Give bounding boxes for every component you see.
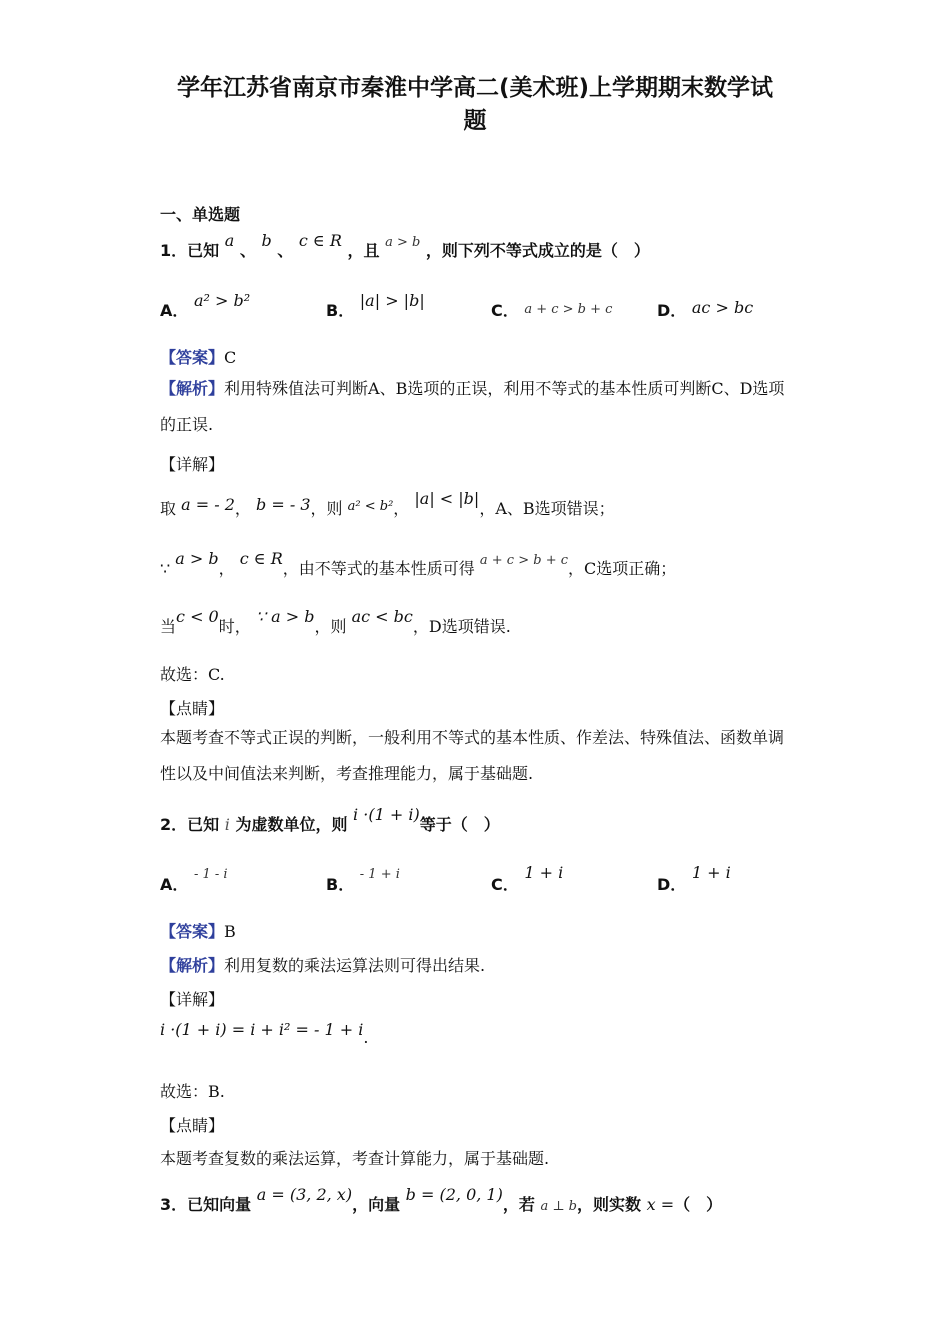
q2-detail bbox=[160, 1020, 369, 1047]
q2-option-a-value: - 1 - i bbox=[193, 867, 228, 882]
q2-detail-tag: 【详解】 bbox=[160, 990, 225, 1009]
q1-comment-tag: 【点睛】 bbox=[160, 699, 225, 718]
q1-d3-math-2: ∵ a > b bbox=[255, 607, 315, 626]
q2-text-1: 已知 bbox=[187, 815, 220, 834]
q1-d2-text-d: ，C选项正确； bbox=[568, 559, 677, 578]
q2-detail-period: . bbox=[363, 1028, 369, 1047]
q3-text-2: ，向量 bbox=[352, 1195, 401, 1214]
q1-detail-line-2 bbox=[160, 549, 677, 579]
title-line-1: 学年江苏省南京市秦淮中学高二(美术班)上学期期末数学试 bbox=[176, 75, 774, 101]
q1-option-d-label: D． bbox=[657, 301, 687, 320]
question-2-stem bbox=[160, 805, 500, 835]
q1-d1-text-b: ， bbox=[234, 499, 251, 518]
title-line-2: 题 bbox=[463, 108, 487, 134]
q1-text-1: 已知 bbox=[187, 241, 220, 260]
q1-answer-tag: 【答案】 bbox=[160, 348, 225, 367]
q2-var-i: i bbox=[224, 815, 230, 834]
q1-option-b-value: |a| > |b| bbox=[359, 291, 425, 310]
document-title bbox=[140, 72, 810, 138]
q3-text-5: （ ） bbox=[674, 1195, 723, 1214]
q1-d1-text-d: ， bbox=[393, 499, 410, 518]
q2-option-b-value: - 1 + i bbox=[359, 867, 400, 882]
q1-d1-text-c: ，则 bbox=[310, 499, 343, 518]
q1-analysis bbox=[160, 371, 792, 443]
q2-text-3: 等于（ ） bbox=[419, 815, 500, 834]
q2-number: 2． bbox=[160, 815, 188, 834]
q3-var-x: x = bbox=[646, 1195, 675, 1214]
q3-text-1: 已知向量 bbox=[187, 1195, 252, 1214]
q2-option-c bbox=[491, 863, 564, 895]
q1-var-c: c ∈ R bbox=[298, 231, 342, 250]
q1-d3-math-1: c < 0 bbox=[176, 607, 219, 626]
q1-var-a: a bbox=[224, 231, 235, 250]
q2-option-a-label: A． bbox=[160, 875, 189, 894]
q2-option-c-label: C． bbox=[491, 875, 519, 894]
q1-option-c-label: C． bbox=[491, 301, 519, 320]
q2-option-c-value: 1 + i bbox=[524, 863, 564, 882]
q2-expression: i ·(1 + i) bbox=[353, 805, 420, 824]
q1-d3-math-3: ac < bc bbox=[351, 607, 413, 626]
q1-d1-math-1: a = - 2 bbox=[181, 495, 235, 514]
q2-option-b-label: B． bbox=[326, 875, 355, 894]
q1-d2-math-2: c ∈ R bbox=[239, 549, 283, 568]
q1-d1-math-3: a² < b² bbox=[347, 499, 394, 514]
q2-choose: 故选：B. bbox=[160, 1082, 225, 1101]
q1-text-3: ，则下列不等式成立的是（ ） bbox=[425, 241, 650, 260]
q1-d2-because: ∵ bbox=[160, 559, 171, 578]
q1-detail-tag: 【详解】 bbox=[160, 455, 225, 474]
q3-text-3: ，若 bbox=[502, 1195, 535, 1214]
q2-answer-value: B bbox=[224, 922, 236, 941]
q1-d3-text-c: ，则 bbox=[314, 617, 347, 636]
q3-vector-a: a = (3, 2, x) bbox=[256, 1185, 353, 1204]
q1-option-c bbox=[491, 298, 612, 321]
q1-comment: 本题考查不等式正误的判断，一般利用不等式的基本性质、作差法、特殊值法、函数单调性以及中间值法来判断，考查推理能力，属于基础题. bbox=[160, 728, 785, 783]
q2-answer-tag: 【答案】 bbox=[160, 922, 225, 941]
q2-analysis bbox=[160, 953, 485, 976]
q1-number: 1． bbox=[160, 241, 188, 260]
q2-answer bbox=[160, 919, 236, 942]
q1-d1-text-a: 取 bbox=[160, 499, 177, 518]
q2-option-d-label: D． bbox=[657, 875, 687, 894]
q1-sep-2: 、 bbox=[277, 241, 294, 260]
q1-choose: 故选：C. bbox=[160, 665, 225, 684]
q1-answer-value: C bbox=[224, 348, 237, 367]
q1-option-a bbox=[160, 291, 251, 321]
q1-option-b-label: B． bbox=[326, 301, 355, 320]
q1-d1-math-4: |a| < |b| bbox=[414, 489, 480, 508]
q1-option-d bbox=[657, 298, 753, 321]
q1-option-c-value: a + c > b + c bbox=[524, 302, 613, 317]
q2-analysis-tag: 【解析】 bbox=[160, 956, 225, 975]
q2-comment-tag: 【点睛】 bbox=[160, 1116, 225, 1135]
q1-answer bbox=[160, 345, 236, 368]
q1-option-a-value: a² > b² bbox=[193, 291, 251, 310]
q3-text-4: ，则实数 bbox=[577, 1195, 642, 1214]
q1-detail-line-3 bbox=[160, 607, 511, 637]
q1-analysis-tag: 【解析】 bbox=[160, 379, 225, 398]
q1-d2-text-c: ，由不等式的基本性质可得 bbox=[282, 559, 475, 578]
q1-d2-text-b: ， bbox=[218, 559, 235, 578]
question-3-stem bbox=[160, 1185, 723, 1215]
q2-option-a bbox=[160, 867, 228, 895]
q1-d3-text-d: ，D选项错误. bbox=[412, 617, 511, 636]
q1-analysis-text: 利用特殊值法可判断A、B选项的正误，利用不等式的基本性质可判断C、D选项的正误. bbox=[160, 379, 785, 434]
q2-option-b bbox=[326, 867, 400, 895]
question-1-stem bbox=[160, 231, 650, 261]
q1-option-a-label: A． bbox=[160, 301, 189, 320]
q3-vector-b: b = (2, 0, 1) bbox=[405, 1185, 503, 1204]
q3-number: 3． bbox=[160, 1195, 188, 1214]
q2-detail-expression: i ·(1 + i) = i + i² = - 1 + i bbox=[160, 1020, 364, 1039]
q1-d2-math-1: a > b bbox=[175, 549, 219, 568]
q2-comment: 本题考查复数的乘法运算，考查计算能力，属于基础题. bbox=[160, 1149, 550, 1168]
q2-text-2: 为虚数单位，则 bbox=[235, 815, 348, 834]
q1-d1-math-2: b = - 3 bbox=[256, 495, 311, 514]
q1-option-d-value: ac > bc bbox=[691, 298, 754, 317]
q1-text-2: ，且 bbox=[347, 241, 380, 260]
q2-analysis-text: 利用复数的乘法运算法则可得出结果. bbox=[224, 956, 486, 975]
q1-detail-line-1 bbox=[160, 489, 615, 519]
q1-d2-math-3: a + c > b + c bbox=[479, 553, 568, 568]
q1-d3-text-a: 当 bbox=[160, 617, 177, 636]
q1-condition: a > b bbox=[385, 235, 421, 250]
q2-option-d-value: 1 + i bbox=[691, 863, 731, 882]
q1-d1-text-e: ，A、B选项错误； bbox=[479, 499, 615, 518]
q1-sep-1: 、 bbox=[239, 241, 256, 260]
q1-var-b: b bbox=[261, 231, 272, 250]
q1-d3-text-b: 时， bbox=[218, 617, 251, 636]
q3-perpendicular: a ⊥ b bbox=[540, 1199, 577, 1214]
section-heading: 一、单选题 bbox=[160, 205, 241, 224]
q2-option-d bbox=[657, 863, 731, 895]
q1-option-b bbox=[326, 291, 425, 321]
